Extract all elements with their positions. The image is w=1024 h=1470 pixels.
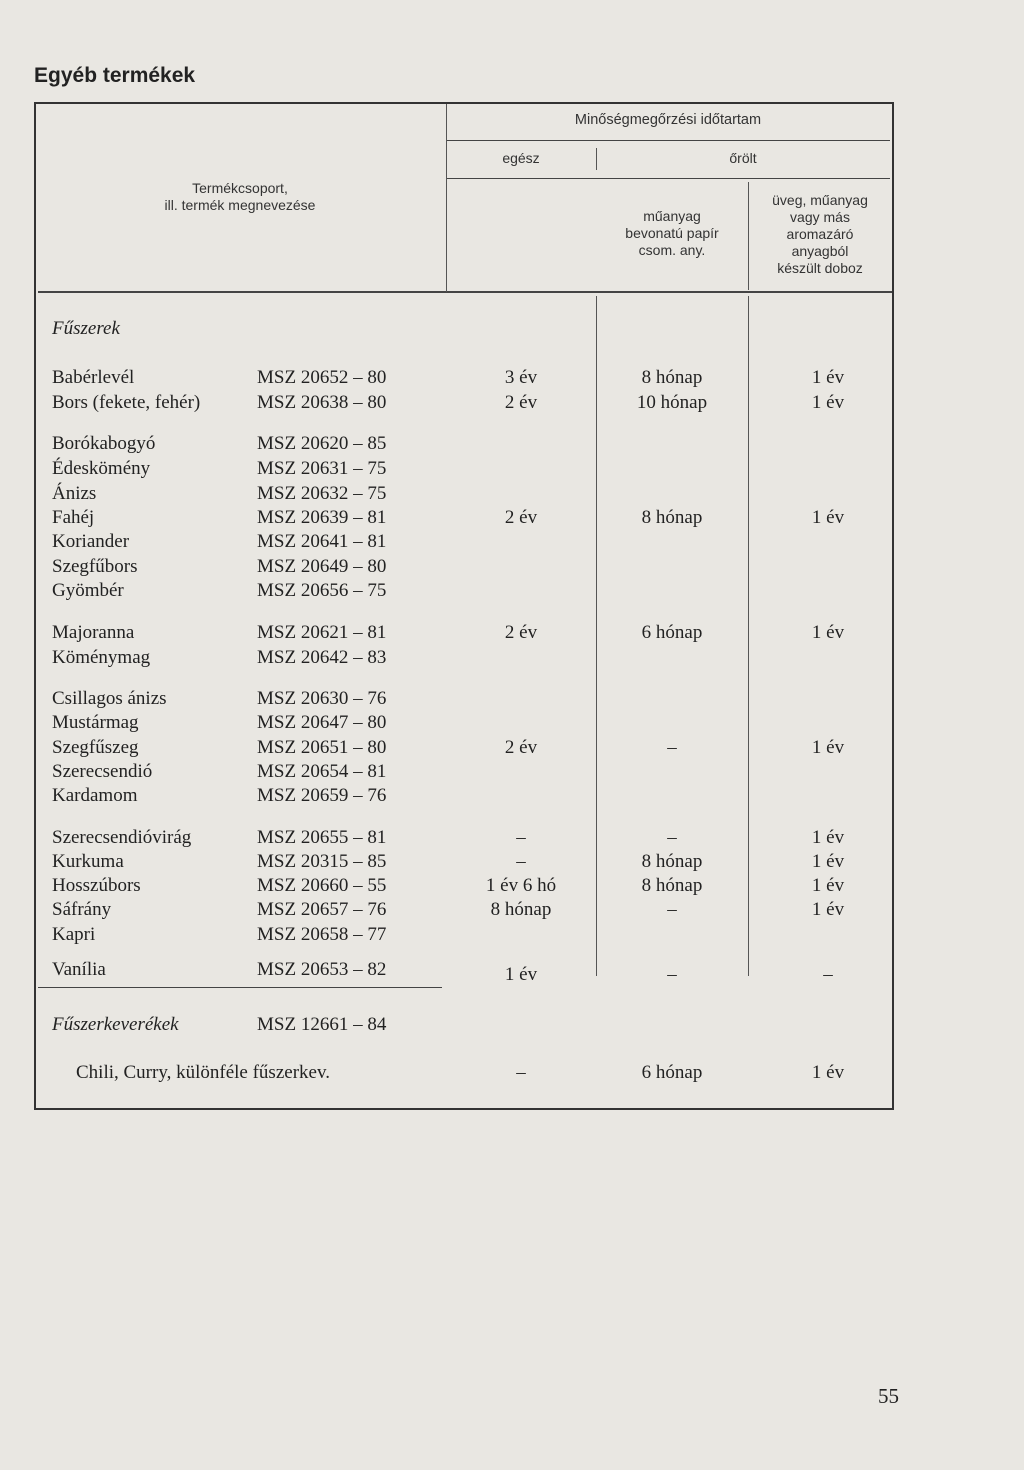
table-row-name: Sáfrány [52,899,112,920]
table-row-name: Kapri [52,924,96,945]
value-paper: – [667,899,677,920]
page-title: Egyéb termékek [34,64,196,87]
table-row-name: Majoranna [52,622,135,643]
section-blends-code: MSZ 12661 – 84 [257,1014,387,1035]
value-whole: – [516,851,526,872]
value-glass: 1 év [811,899,845,920]
value-glass: 1 év [811,737,845,758]
table-row-code: MSZ 20651 – 80 [257,737,387,758]
table-row-code: MSZ 20620 – 85 [257,433,387,454]
section-spices: Fűszerek [52,318,120,339]
header-plastic-paper [596,208,748,259]
header-glass-line3: aromazáró [786,226,854,242]
value-whole: – [516,1062,526,1083]
table-row-code: MSZ 20658 – 77 [257,924,387,945]
value-whole: – [516,827,526,848]
table-row-name: Gyömbér [52,580,124,601]
table-row-code: MSZ 20642 – 83 [257,647,387,668]
table-row-name: Koriander [52,531,130,552]
value-glass: 1 év [811,622,845,643]
section-blends: Fűszerkeverékek [52,1014,179,1035]
table-row-code: MSZ 20315 – 85 [257,851,387,872]
table-row-code: MSZ 20638 – 80 [257,392,387,413]
table-row-name: Chili, Curry, különféle fűszerkev. [76,1062,330,1083]
header-product-group-line2: ill. termék megnevezése [164,197,316,213]
table-row-code: MSZ 20659 – 76 [257,785,387,806]
value-glass: 1 év [811,827,845,848]
table-row-code: MSZ 20621 – 81 [257,622,387,643]
value-whole: 1 év [504,964,538,985]
value-paper: 6 hónap [641,1062,703,1083]
table-row-name: Szerecsendió [52,761,153,782]
row-divider [38,987,442,988]
table-row-code: MSZ 20652 – 80 [257,367,387,388]
table-row-code: MSZ 20657 – 76 [257,899,387,920]
table-row-code: MSZ 20654 – 81 [257,761,387,782]
header-divider [446,178,890,179]
value-paper: – [667,827,677,848]
table-row-code: MSZ 20649 – 80 [257,556,387,577]
header-bottom-rule [38,291,892,293]
header-shelf-life: Minőségmegőrzési időtartam [574,112,762,128]
value-glass: 1 év [811,367,845,388]
header-glass-line5: készült doboz [777,260,863,276]
value-paper: 8 hónap [641,875,703,896]
value-whole: 2 év [504,392,538,413]
table-row-code: MSZ 20655 – 81 [257,827,387,848]
header-glass-line2: vagy más [790,209,850,225]
value-whole: 8 hónap [490,899,552,920]
header-glass-line4: anyagból [791,243,849,259]
table-row-name: Köménymag [52,647,151,668]
table-row-code: MSZ 20631 – 75 [257,458,387,479]
value-paper: 6 hónap [641,622,703,643]
value-whole: 2 év [504,622,538,643]
header-plastic-paper-line3: csom. any. [638,242,706,258]
header-plastic-paper-line1: műanyag [643,208,701,224]
header-divider [446,140,890,141]
value-glass: 1 év [811,1062,845,1083]
value-glass: 1 év [811,875,845,896]
table-row-code: MSZ 20639 – 81 [257,507,387,528]
table-row-name: Hosszúbors [52,875,141,896]
table-row-name: Édeskömény [52,458,151,479]
table-row-name: Szerecsendióvirág [52,827,192,848]
table-row-name: Kardamom [52,785,138,806]
value-paper: – [667,964,677,985]
header-glass [748,192,892,277]
column-divider [446,104,447,292]
header-whole: egész [502,150,540,166]
value-whole: 2 év [504,507,538,528]
value-glass: 1 év [811,507,845,528]
header-product-group-line1: Termékcsoport, [192,180,288,196]
value-paper: 8 hónap [641,507,703,528]
table-row-code: MSZ 20647 – 80 [257,712,387,733]
value-glass: 1 év [811,851,845,872]
table-row-name: Csillagos ánizs [52,688,167,709]
table-row-name: Babérlevél [52,367,135,388]
value-paper: – [667,737,677,758]
value-whole: 2 év [504,737,538,758]
header-ground: őrölt [729,150,757,166]
value-paper: 8 hónap [641,367,703,388]
table-row-name: Fahéj [52,507,95,528]
table-row-name: Vanília [52,959,106,980]
value-paper: 8 hónap [641,851,703,872]
table-row-code: MSZ 20630 – 76 [257,688,387,709]
header-plastic-paper-line2: bevonatú papír [625,225,719,241]
table-row-code: MSZ 20632 – 75 [257,483,387,504]
table-row-code: MSZ 20653 – 82 [257,959,387,980]
header-glass-line1: üveg, műanyag [772,192,868,208]
table-row-name: Ánizs [52,483,97,504]
table-row-name: Szegfűbors [52,556,138,577]
value-whole: 1 év 6 hó [485,875,557,896]
table-row-name: Szegfűszeg [52,737,139,758]
value-glass: 1 év [811,392,845,413]
table-row-name: Kurkuma [52,851,124,872]
table-row-name: Borókabogyó [52,433,156,454]
table-row-code: MSZ 20660 – 55 [257,875,387,896]
table-row-code: MSZ 20641 – 81 [257,531,387,552]
table-row-name: Mustármag [52,712,139,733]
table-row-code: MSZ 20656 – 75 [257,580,387,601]
value-paper: 10 hónap [636,392,708,413]
table-row-name: Bors (fekete, fehér) [52,392,201,413]
page-number: 55 [878,1384,899,1408]
value-glass: – [823,964,833,985]
header-product-group [40,180,440,214]
value-whole: 3 év [504,367,538,388]
